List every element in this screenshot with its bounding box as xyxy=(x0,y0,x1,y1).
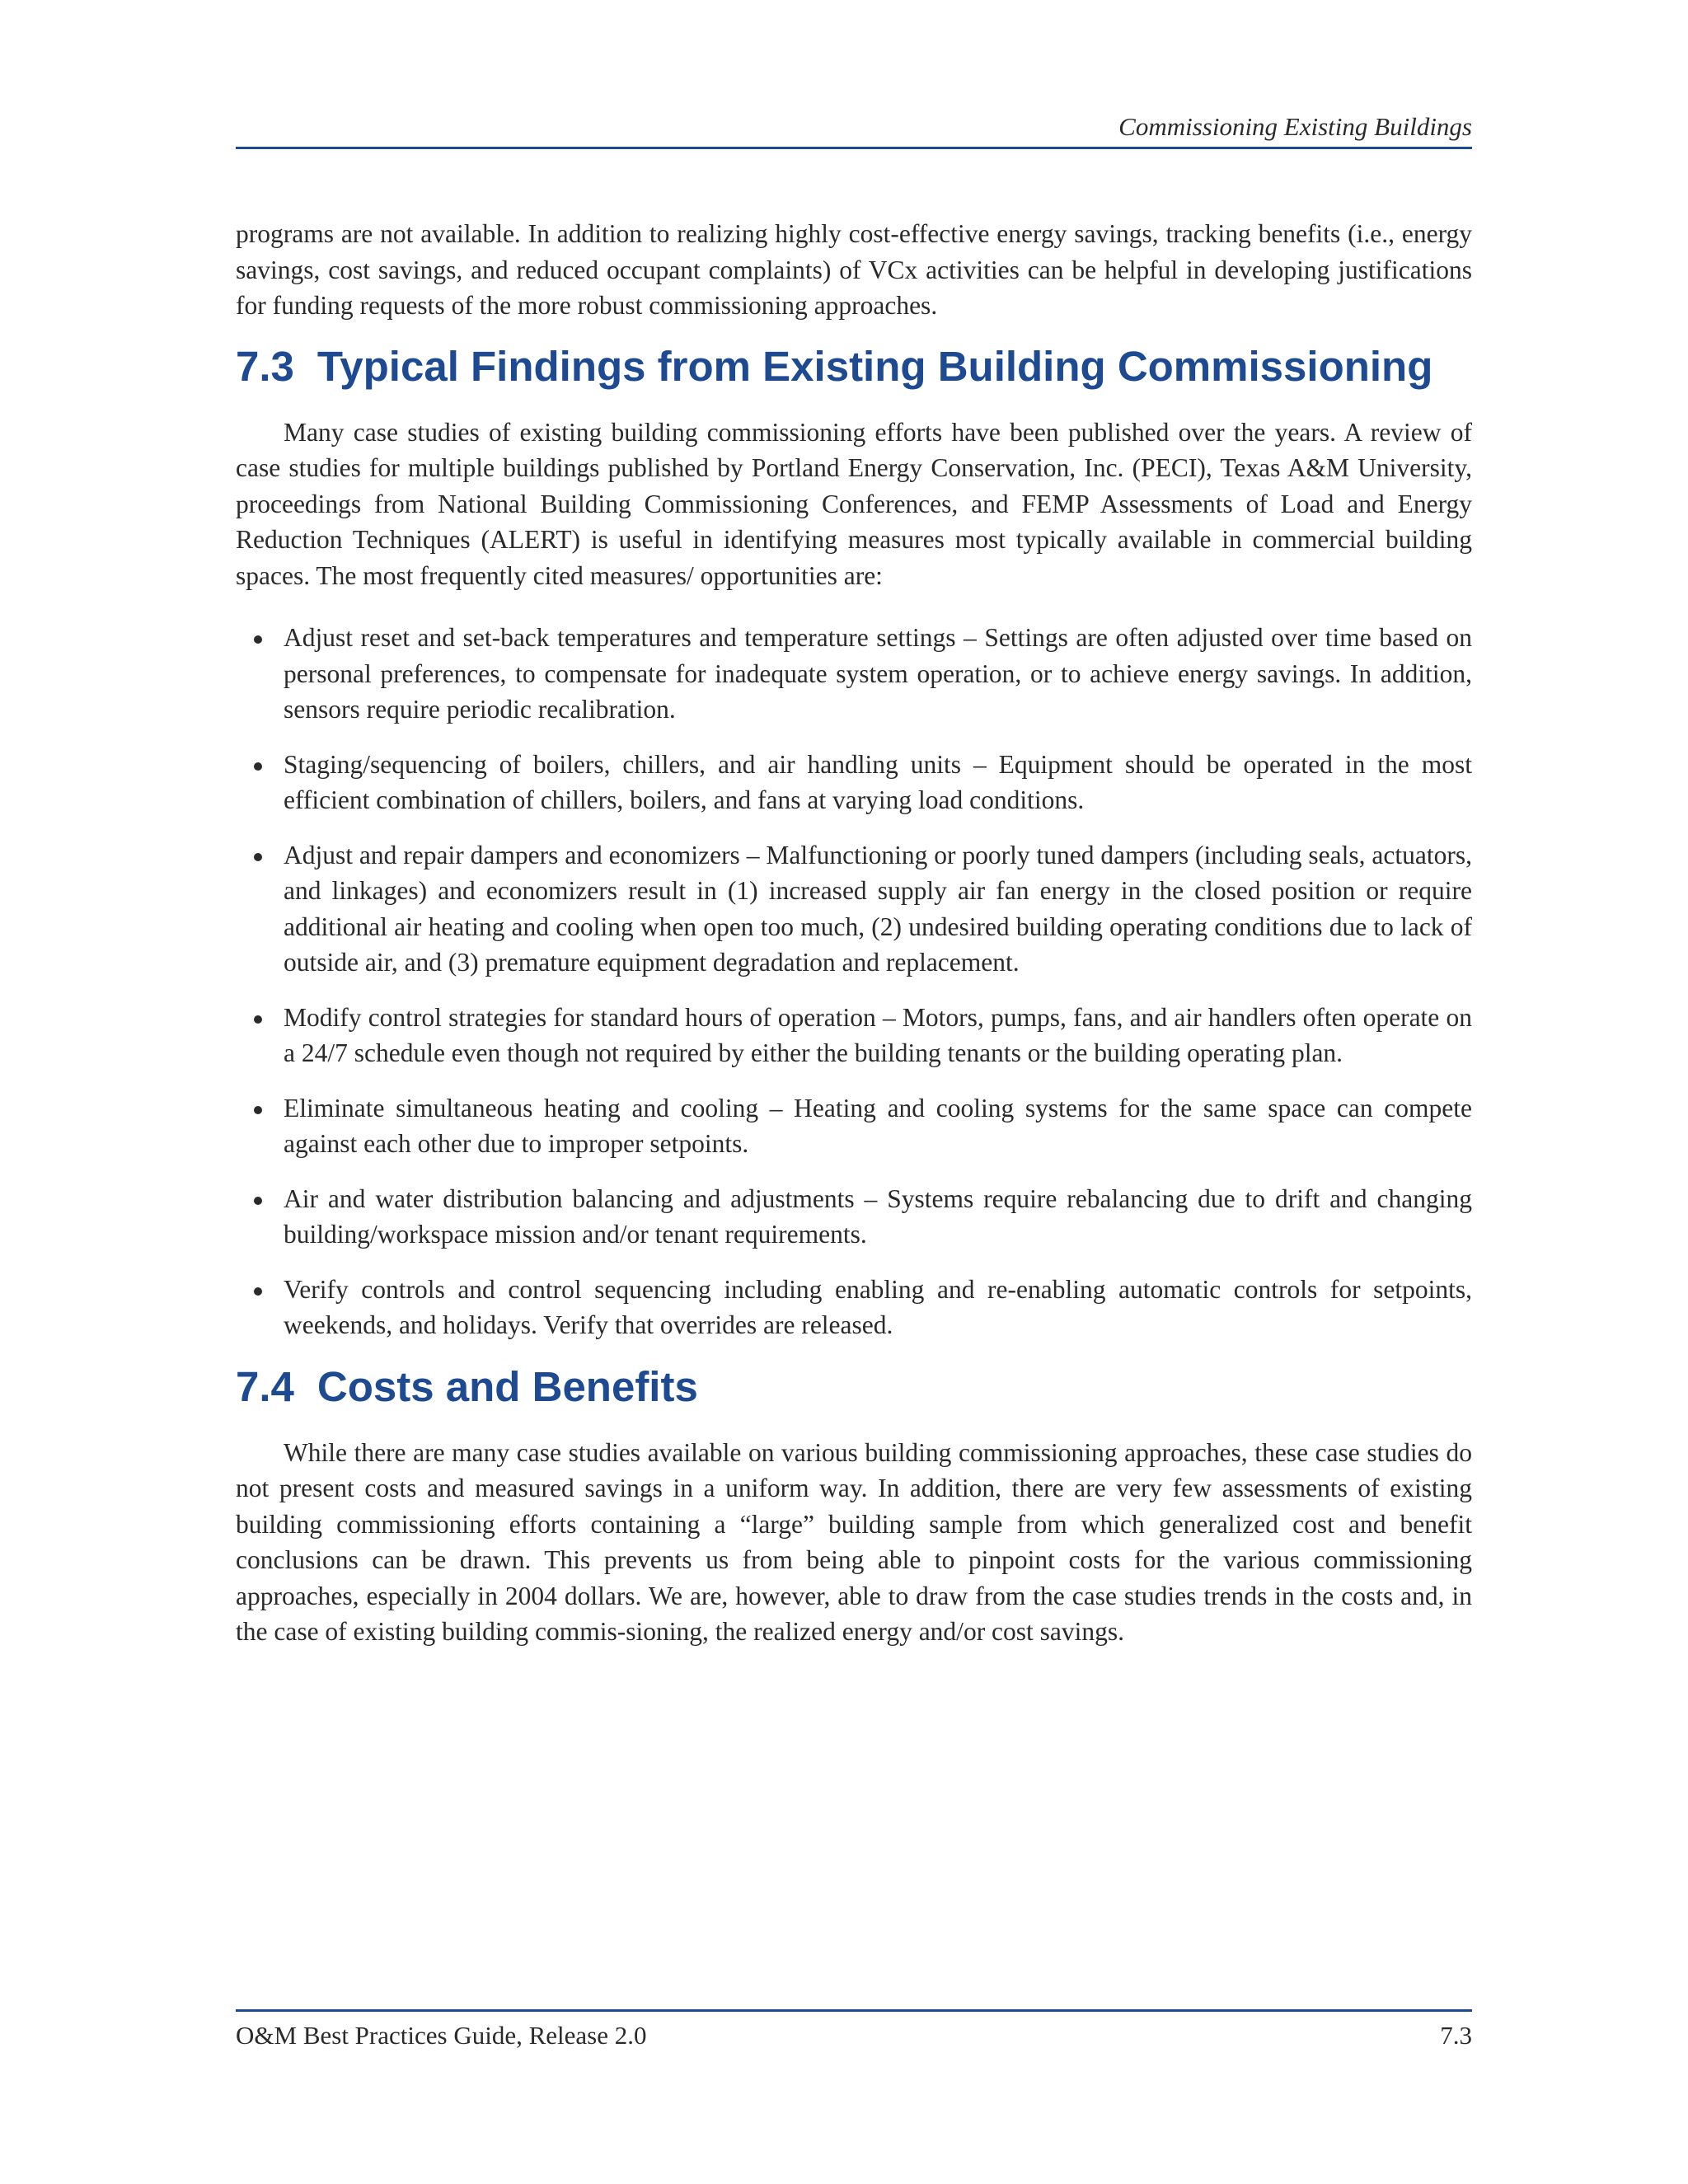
list-item-text: Verify controls and control sequencing including enabling and re-enabling automatic controls for setpoints, weekends, and holidays. Verify that overrides are released. xyxy=(284,1274,1472,1339)
bullet-icon xyxy=(254,1197,262,1205)
list-item xyxy=(236,620,1472,728)
section-title: Costs and Benefits xyxy=(316,1362,698,1410)
section-heading-7-3 xyxy=(236,342,1472,391)
running-header-title: Commissioning Existing Buildings xyxy=(1118,112,1472,141)
bullet-icon xyxy=(254,1287,262,1296)
page-content xyxy=(236,216,1472,1650)
bullet-icon xyxy=(254,635,262,644)
section-7-4-paragraph: While there are many case studies available on various building commissioning approaches, these case studies do not present costs and measured savings in a uniform way. In addition, there are very few assessments of existing building commissioning efforts containing a “large” building sample from which generalized cost and benefit conclusions can be drawn. This prevents us from being able to pinpoint costs for the various commissioning approaches, especially in 2004 dollars. We are, however, able to draw from the case studies trends in the costs and, in the case of existing building commis-sioning, the realized energy and/or cost savings. xyxy=(236,1437,1472,1646)
bullet-icon xyxy=(254,1015,262,1024)
bullet-icon xyxy=(254,853,262,861)
section-heading-7-4 xyxy=(236,1362,1472,1412)
list-item xyxy=(236,837,1472,981)
section-number: 7.3 xyxy=(236,342,294,390)
list-item xyxy=(236,747,1472,818)
footer-publication-title: O&M Best Practices Guide, Release 2.0 xyxy=(236,2021,647,2050)
footer-rule xyxy=(236,2009,1472,2012)
list-item xyxy=(236,1090,1472,1162)
footer-page-number: 7.3 xyxy=(1440,2021,1472,2050)
list-item-text: Modify control strategies for standard hours of operation – Motors, pumps, fans, and air handlers often operate on a 24/7 schedule even though not required by either the building tenants or the building operating plan. xyxy=(284,1002,1472,1067)
header-rule xyxy=(236,147,1472,149)
list-item-text: Staging/sequencing of boilers, chillers, and air handling units – Equipment should be operated in the most efficient combination of chillers, boilers, and fans at varying load conditions. xyxy=(284,749,1472,814)
list-item xyxy=(236,1272,1472,1343)
list-item-text: Adjust and repair dampers and economizers – Malfunctioning or poorly tuned dampers (including seals, actuators, and linkages) and economizers result in (1) increased supply air fan energy in the closed position or require additional air heating and cooling when open too much, (2) undesired building operating conditions due to lack of outside air, and (3) premature equipment degradation and replacement. xyxy=(284,840,1472,977)
intro-paragraph: programs are not available. In addition to realizing highly cost-effective energy savings, tracking benefits (i.e., energy savings, cost savings, and reduced occupant complaints) of VCx activities can be helpful in developing justifications for funding requests of the more robust commissioning approaches. xyxy=(236,219,1472,320)
findings-list xyxy=(236,620,1472,1343)
bullet-icon xyxy=(254,1106,262,1114)
list-item-text: Air and water distribution balancing and adjustments – Systems require rebalancing due to drift and changing building/workspace mission and/or tenant requirements. xyxy=(284,1183,1472,1249)
list-item-text: Eliminate simultaneous heating and cooling – Heating and cooling systems for the same space can compete against each other due to improper setpoints. xyxy=(284,1093,1472,1158)
list-item-text: Adjust reset and set-back temperatures and temperature settings – Settings are often adjusted over time based on personal preferences, to compensate for inadequate system operation, or to achieve energy savings. In addition, sensors require periodic recalibration. xyxy=(284,623,1472,724)
bullet-icon xyxy=(254,762,262,771)
list-item xyxy=(236,1000,1472,1071)
section-number: 7.4 xyxy=(236,1362,294,1410)
section-title: Typical Findings from Existing Building Commissioning xyxy=(316,342,1433,390)
list-item xyxy=(236,1181,1472,1253)
document-page xyxy=(236,0,1472,2184)
section-7-3-paragraph: Many case studies of existing building commissioning efforts have been published over the years. A review of case studies for multiple buildings published by Portland Energy Conservation, Inc. (PECI), Texas A&M University, proceedings from National Building Commissioning Conferences, and FEMP Assessments of Load and Energy Reduction Techniques (ALERT) is useful in identifying measures most typically available in commercial building spaces. The most frequently cited measures/ opportunities are: xyxy=(236,417,1472,590)
